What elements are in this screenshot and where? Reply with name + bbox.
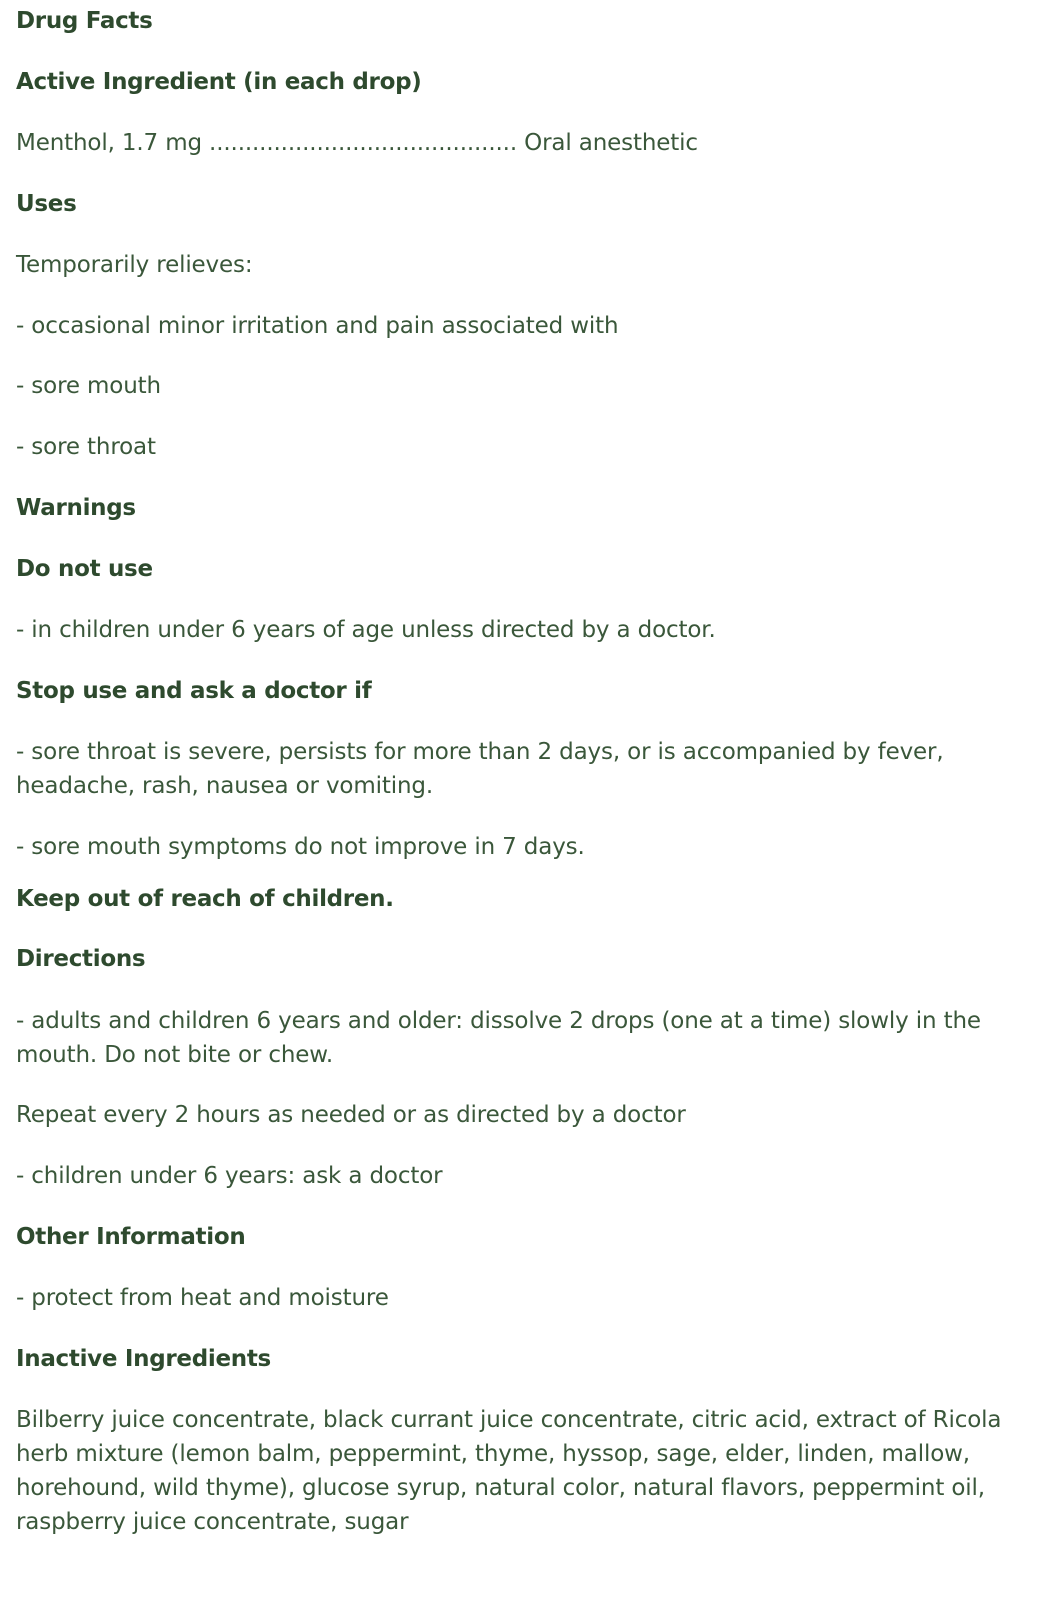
keep-out-notice: Keep out of reach of children.	[16, 886, 394, 912]
uses-intro: Temporarily relieves:	[16, 252, 253, 278]
directions-heading: Directions	[16, 946, 146, 972]
uses-heading: Uses	[16, 191, 77, 217]
stop-use-item: - sore throat is severe, persists for more than 2 days, or is accompanied by fever, headache, rash, nausea or vomiting.	[16, 739, 944, 799]
uses-item: - sore mouth	[16, 373, 161, 399]
page-title: Drug Facts	[16, 8, 153, 34]
uses-item: - occasional minor irritation and pain associated with	[16, 313, 619, 339]
uses-item: - sore throat	[16, 434, 156, 460]
other-information-item: - protect from heat and moisture	[16, 1285, 389, 1311]
active-ingredient-line: Menthol, 1.7 mg ........................................... Oral anesthetic	[16, 130, 698, 156]
active-ingredient-heading: Active Ingredient (in each drop)	[16, 69, 422, 95]
do-not-use-heading: Do not use	[16, 556, 153, 582]
stop-use-item: - sore mouth symptoms do not improve in 7 days.	[16, 834, 585, 860]
directions-item: Repeat every 2 hours as needed or as directed by a doctor	[16, 1102, 686, 1128]
directions-item: - adults and children 6 years and older: dissolve 2 drops (one at a time) slowly in the mouth. Do not bite or chew.	[16, 1008, 981, 1068]
do-not-use-item: - in children under 6 years of age unless directed by a doctor.	[16, 617, 716, 643]
stop-use-heading: Stop use and ask a doctor if	[16, 678, 372, 704]
directions-item: - children under 6 years: ask a doctor	[16, 1163, 443, 1189]
inactive-ingredients-heading: Inactive Ingredients	[16, 1346, 271, 1372]
other-information-heading: Other Information	[16, 1224, 246, 1250]
inactive-ingredients-text: Bilberry juice concentrate, black currant juice concentrate, citric acid, extract of Ricola herb mixture (lemon balm, peppermint, thyme, hyssop, sage, elder, linden, mallow, horehound, wild thyme), glucose syrup, natural color, natural flavors, peppermint oil, raspberry juice concentrate, sugar	[16, 1407, 1002, 1535]
warnings-heading: Warnings	[16, 495, 136, 521]
